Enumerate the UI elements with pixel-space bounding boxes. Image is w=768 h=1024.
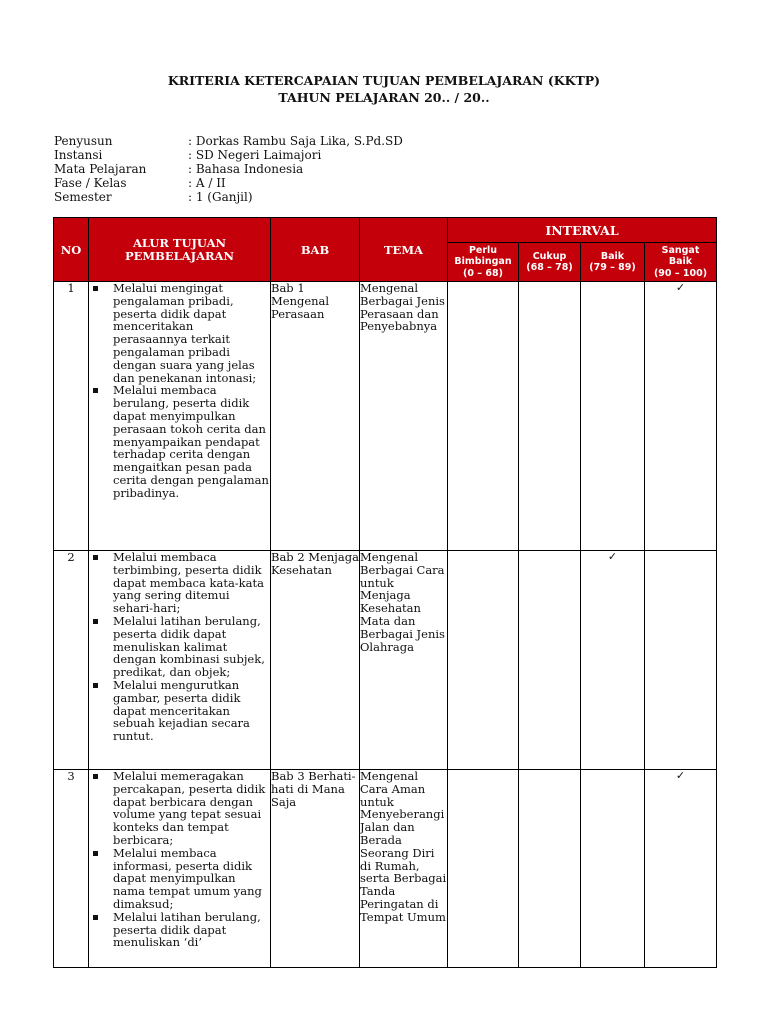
info-block — [54, 134, 403, 204]
interval-cell-baik — [581, 770, 645, 968]
info-label: Penyusun — [54, 134, 113, 148]
info-row-mata-pelajaran — [54, 162, 403, 176]
interval-range: (68 – 78) — [526, 262, 573, 273]
alur-item: Melalui membaca berulang, peserta didik dapat menyimpulkan perasaan tokoh cerita dan menyampaikan pendapat terhadap cerita dengan mengaitkan pesan pada cerita dengan pengalaman pribadinya. — [89, 384, 270, 499]
interval-cell-cukup — [519, 282, 581, 551]
alur-item: Melalui membaca informasi, peserta didik dapat menyimpulkan nama tempat umum yang dimaksud; — [89, 847, 270, 911]
info-row-instansi — [54, 148, 403, 162]
info-value: : Dorkas Rambu Saja Lika, S.Pd.SD — [188, 134, 403, 148]
bab-cell: Bab 2 Menjaga Kesehatan — [271, 551, 360, 770]
tema-cell: Mengenal Berbagai Cara untuk Menjaga Kesehatan Mata dan Berbagai Jenis Olahraga — [360, 551, 448, 770]
header-bab: BAB — [271, 218, 360, 282]
header-interval: INTERVAL — [448, 218, 717, 243]
alur-item: Melalui membaca terbimbing, peserta didik dapat membaca kata-kata yang sering ditemui sehari-hari; — [89, 551, 270, 615]
tema-cell: Mengenal Berbagai Jenis Perasaan dan Penyebabnya — [360, 282, 448, 551]
header-interval-sangat-baik — [645, 243, 717, 282]
alur-item: Melalui memeragakan percakapan, peserta didik dapat berbicara dengan volume yang tepat sesuai konteks dan tempat berbicara; — [89, 770, 270, 847]
info-value: : SD Negeri Laimajori — [188, 148, 322, 162]
alur-item: Melalui latihan berulang, peserta didik dapat menuliskan ‘di’ — [89, 911, 270, 949]
interval-label: Baik — [600, 250, 625, 262]
header-interval-cukup — [519, 243, 581, 282]
table-row — [54, 551, 717, 770]
info-value: : A / II — [188, 176, 226, 190]
kktp-table — [53, 217, 717, 968]
info-value: : Bahasa Indonesia — [188, 162, 304, 176]
info-row-penyusun — [54, 134, 403, 148]
header-tema: TEMA — [360, 218, 448, 282]
interval-range: (0 – 68) — [463, 267, 503, 279]
interval-cell-baik — [581, 282, 645, 551]
interval-cell-cukup — [519, 551, 581, 770]
header-alur: ALUR TUJUAN PEMBELAJARAN — [89, 218, 271, 282]
interval-cell-sangat-baik: ✓ — [645, 770, 717, 968]
interval-cell-perlu-bimbingan — [448, 282, 519, 551]
info-row-fase-kelas — [54, 176, 403, 190]
alur-item: Melalui mengingat pengalaman pribadi, peserta didik dapat menceritakan perasaannya terkait pengalaman pribadi dengan suara yang jelas dan penekanan intonasi; — [89, 282, 270, 384]
header-interval-baik — [581, 243, 645, 282]
info-label: Mata Pelajaran — [54, 162, 147, 176]
row-number: 3 — [54, 770, 89, 968]
interval-label: Sangat Baik — [661, 244, 700, 268]
bab-cell: Bab 3 Berhati-hati di Mana Saja — [271, 770, 360, 968]
alur-item: Melalui mengurutkan gambar, peserta didik dapat menceritakan sebuah kejadian secara runtut. — [89, 679, 270, 743]
interval-cell-perlu-bimbingan — [448, 551, 519, 770]
info-label: Semester — [54, 190, 112, 204]
alur-item: Melalui latihan berulang, peserta didik dapat menuliskan kalimat dengan kombinasi subjek, predikat, dan objek; — [89, 615, 270, 679]
interval-cell-cukup — [519, 770, 581, 968]
info-row-semester — [54, 190, 403, 204]
row-number: 1 — [54, 282, 89, 551]
header-interval-perlu-bimbingan — [448, 243, 519, 282]
interval-range: (90 – 100) — [653, 267, 708, 279]
interval-label: Perlu Bimbingan — [454, 244, 512, 268]
interval-range: (79 – 89) — [589, 262, 636, 273]
header-no: NO — [54, 218, 89, 282]
document-subtitle: TAHUN PELAJARAN 20.. / 20.. — [278, 90, 490, 105]
tema-cell: Mengenal Cara Aman untuk Menyeberangi Jalan dan Berada Seorang Diri di Rumah, serta Berbagai Tanda Peringatan di Tempat Umum — [360, 770, 448, 968]
interval-cell-sangat-baik: ✓ — [645, 282, 717, 551]
interval-cell-perlu-bimbingan — [448, 770, 519, 968]
document-title: KRITERIA KETERCAPAIAN TUJUAN PEMBELAJARAN (KKTP) — [167, 73, 601, 88]
info-label: Instansi — [54, 148, 103, 162]
bab-cell: Bab 1 Mengenal Perasaan — [271, 282, 360, 551]
row-number: 2 — [54, 551, 89, 770]
info-label: Fase / Kelas — [54, 176, 127, 190]
alur-cell — [89, 770, 271, 968]
table-row — [54, 770, 717, 968]
interval-label: Cukup — [532, 250, 567, 262]
interval-cell-sangat-baik — [645, 551, 717, 770]
table-row — [54, 282, 717, 551]
alur-cell — [89, 551, 271, 770]
alur-cell — [89, 282, 271, 551]
info-value: : 1 (Ganjil) — [188, 190, 253, 204]
interval-cell-baik: ✓ — [581, 551, 645, 770]
